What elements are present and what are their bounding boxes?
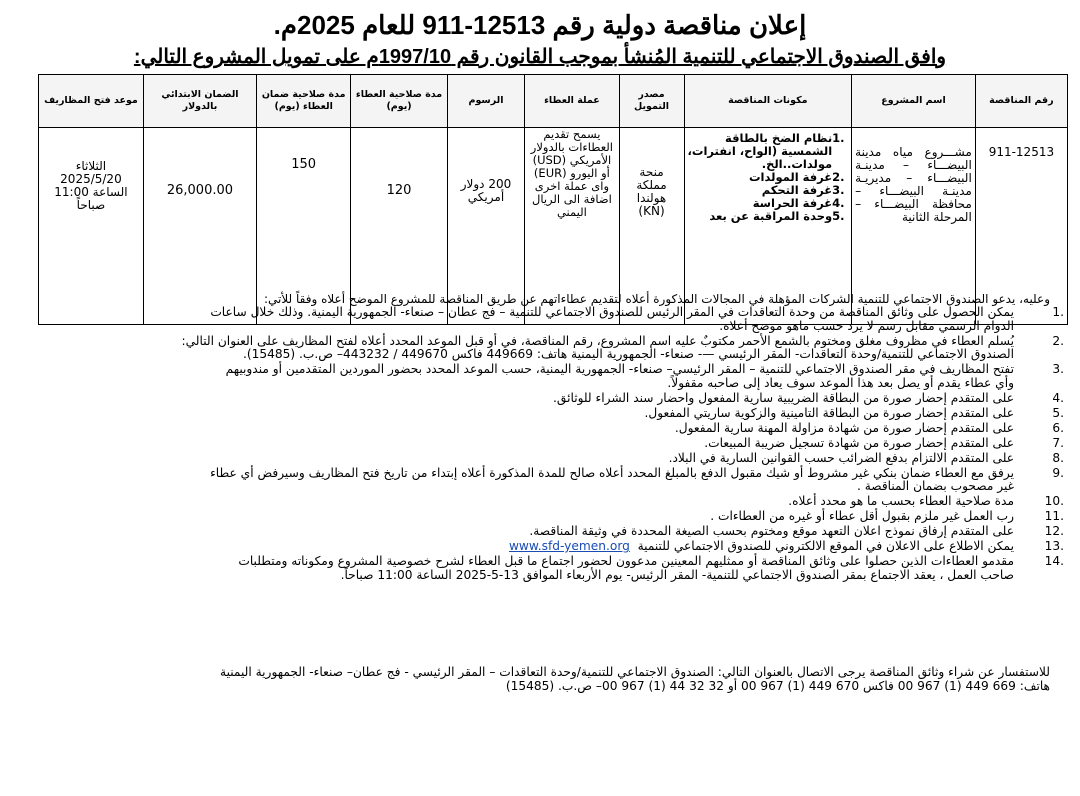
cell-fees: 200 دولار أمريكي (447, 128, 525, 325)
table-header-row (39, 75, 1068, 128)
announcement-subtitle: وافق الصندوق الاجتماعي للتنمية المُنشأ بموجب القانون رقم 1997/10م على تمويل المشروع التالي: (133, 46, 947, 68)
opening-time: الساعة 11:00 (54, 185, 128, 199)
conditions-list (24, 306, 1064, 584)
list-item: 1. يمكن الحصول على وثائق المناقصة من وحدة التعاقدات في المقر الرئيس للصندوق الاجتماعي للتنمية – فج عطان – صنعاء- الجمهورية اليمنية. وذلك خلال ساعات الدوام الرسمي مقابل رسم لا يرد حسب ماهو موضح أعلاه. (210, 305, 1064, 333)
announcement-title: إعلان مناقصة دولية رقم 12513-911 للعام 2025م. (273, 10, 807, 40)
header-project-name: اسم المشروع (852, 75, 976, 128)
list-item: 5. على المتقدم إحضار صورة من البطاقة التامينية والزكوية ساريتي المفعول. (644, 405, 1064, 420)
opening-period: صباحاً (76, 198, 106, 212)
cell-tender-no: 911-12513 (975, 128, 1067, 325)
cell-bid-currency: يسمح تقديم العطاءات بالدولار الأمريكي (USD) أو اليورو (EUR) وای عملة اخرى اضافة الى الريال اليمني (525, 128, 619, 325)
list-item: 9. يرفق مع العطاء ضمان بنكي غير مشروط أو شيك مقبول الدفع بالمبلغ المحدد أعلاه صالح للمدة المذكورة أعلاه إبتداء من تاريخ فتح المظاريف وسيرفض أي عطاء غير مصحوب بضمان المناقصة . (210, 465, 1064, 494)
list-item: 4. على المتقدم إحضار صورة من البطاقة الضريبية سارية المفعول واحضار سند الشراء للوثائق. (553, 390, 1064, 405)
header-funding-source: مصدر التمويل (619, 75, 684, 128)
contact-line-1: للاستفسار عن شراء وثائق المناقصة يرجى الاتصال بالعنوان التالي: الصندوق الاجتماعي للتنمية/وحدة التعاقدات – المقر الرئيسي - فج عطان– صنعاء- الجمهورية اليمنية (220, 665, 1050, 679)
tender-table (38, 74, 1068, 325)
list-item: 12. على المتقدم إرفاق نموذج اعلان التعهد موقع ومختوم بحسب الصيغة المحددة في وثيقة المناقصة. (529, 524, 1064, 539)
contact-line-2: هاتف: 669 449 (1) 967 00 فاكس 670 449 (1) 967 00 أو 32 32 44 (1) 967 00– ص.ب. (15485) (505, 679, 1050, 693)
header-bid-validity: مدة صلاحية العطاء (يوم) (351, 75, 447, 128)
list-item: 7. على المتقدم إحضار صورة من شهادة تسجيل ضريبة المبيعات. (704, 435, 1064, 450)
cell-project-name: مشـــروع مياه مدينة البيضـــاء – مدينـة البيضـــاء – مديريـة مدينـة البيضـــاء – محافظة البيضـــاء – المرحلة الثانية (852, 128, 976, 325)
component-item: 4. غرفة الحراسة (752, 196, 845, 210)
header-components: مكونات المناقصة (684, 75, 852, 128)
components-list (688, 132, 849, 223)
component-item: 3. غرفة التحكم (761, 183, 845, 197)
list-item: 13. يمكن الاطلاع على الاعلان في الموقع الالكتروني للصندوق الاجتماعي للتنمية www.sfd-yemen.org (508, 539, 1064, 554)
header-opening-date: موعد فتح المظاريف (39, 75, 144, 128)
website-link[interactable]: www.sfd-yemen.org (508, 539, 630, 554)
header-fees: الرسوم (447, 75, 525, 128)
opening-date-value: 2025/5/20 (60, 172, 122, 186)
list-item: 6. على المتقدم إحضار صورة من شهادة مزاولة المهنة سارية المفعول. (674, 420, 1064, 435)
header-bid-currency: عملة العطاء (525, 75, 619, 128)
contact-footer (10, 665, 1050, 693)
header-tender-no: رقم المناقصة (975, 75, 1067, 128)
component-item: 2. غرفة المولدات (749, 170, 845, 184)
opening-day: الثلاثاء (75, 159, 107, 173)
header-guarantee-validity: مدة صلاحية ضمان العطاء (يوم) (257, 75, 351, 128)
header-initial-guarantee: الضمان الابتدائي بالدولار (143, 75, 256, 128)
list-item: 8. على المتقدم الالتزام بدفع الضرائب حسب القوانين السارية في البلاد. (668, 450, 1064, 465)
list-item: 11. رب العمل غير ملزم بقبول أقل عطاء أو غيره من العطاءات . (710, 509, 1064, 524)
cell-bid-validity: 120 (351, 128, 447, 325)
list-item: 10. مدة صلاحية العطاء بحسب ما هو محدد أعلاه. (788, 494, 1064, 509)
list-item: 2. يُسلم العطاء في مظروف مغلق ومختوم بالشمع الأحمر مكتوبٌ عليه اسم المشروع، رقم المناقصة، في أو قبل الموعد المحدد أعلاه لفتح المظاريف على العنوان التالي: الصندوق الاجتماعي للتنمية/وحدة التعاقدات- المقر الرئيسي —- صنعاء- الجمهورية اليمنية هاتف: 449669 فاكس 449670 / 443232– ص.ب. (15485). (181, 333, 1064, 362)
component-item: 5. وحدة المراقبة عن بعد (709, 209, 845, 223)
cell-initial-guarantee: 26,000.00 (143, 128, 256, 325)
component-item: 1. نظام الضخ بالطاقة الشمسية (الواح، انفترات، مولدات..الخ. (687, 131, 845, 171)
cell-funding-source: منحة مملكة هولندا (KN) (619, 128, 684, 325)
list-item: 14. مقدمو العطاءات الذين حصلوا على وثائق المناقصة أو ممثليهم المعينين مدعوون لحضور اجتماع ما قبل العطاء لشرح خصوصية المشروع ومكوناته ومتطلبات صاحب العمل ، يعقد الاجتماع بمقر الصندوق الاجتماعي للتنمية- المقر الرئيس- يوم الأربعاء الموافق 13-5-2025 الساعة 11:00 صباحاً. (238, 554, 1064, 582)
list-item: 3. تفتح المظاريف في مقر الصندوق الاجتماعي للتنمية – المقر الرئيسي– صنعاء- الجمهورية اليمنية، حسب الموعد المحدد بحضور الموردين المتقدمين أو مندوبيهم وأي عطاء يقدم أو يصل بعد هذا الموعد سوف يعاد إلى صاحبه مقفولاً. (225, 362, 1064, 390)
cell-guarantee-validity: 150 (257, 128, 351, 325)
intro-paragraph: وعليه، يدعو الصندوق الاجتماعي للتنمية الشركات المؤهلة في المجالات المذكورة أعلاه لتقديم عطاءاتهم عن طريق المناقصة للمشروع الموضح أعلاه وفقاً للأتي: (264, 292, 1050, 306)
